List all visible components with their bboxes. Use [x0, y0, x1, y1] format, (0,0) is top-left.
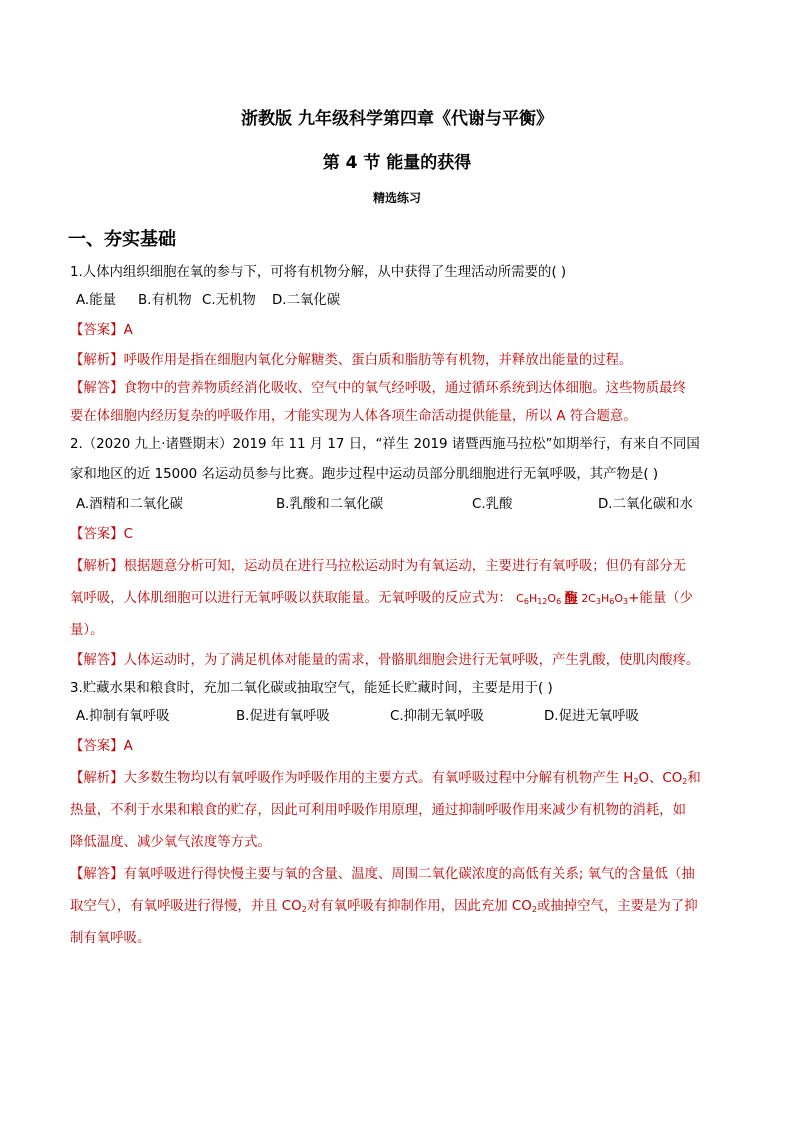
q2-analysis-line-2: [70, 583, 726, 615]
q2-option-c: C.乳酸: [472, 497, 513, 512]
q2-options: [70, 491, 726, 519]
q2-analysis-text-3: 量）。: [70, 623, 104, 638]
respiration-formula: $C_6H_{12}O_6$ 酶 $2C_3H_6O_3+$能量（少: [516, 591, 693, 606]
q1-answer: [70, 315, 726, 347]
q3-analysis-text-3: 降低温度、减少氧气浓度等方式。: [70, 835, 271, 850]
q2-analysis: [70, 551, 726, 583]
q2-solution-text: 人体运动时，为了满足机体对能量的需求，骨骼肌细胞会进行无氧呼吸，产生乳酸，使肌肉酸疼。: [123, 653, 700, 668]
q1-solution-text-1: 食物中的营养物质经消化吸收、空气中的氧气经呼吸，通过循环系统到达体细胞。这些物质最终: [123, 381, 686, 396]
q2-answer-value: C: [123, 527, 133, 542]
q2-analysis-tag: 【解析】: [70, 559, 124, 574]
q1-stem: 1.人体内组织细胞在氧的参与下，可将有机物分解，从中获得了生理活动所需要的( ): [70, 265, 567, 280]
q2-analysis-text-1: 根据题意分析可知，运动员在进行马拉松运动时为有氧运动，主要进行有氧呼吸；但仍有部分无: [123, 559, 686, 574]
q3-option-b: B.促进有氧呼吸: [236, 709, 330, 724]
q3-solution-text-2: 取空气），有氧呼吸进行得慢，并且 $CO_2$对有氧呼吸有抑制作用，因此充加 $CO_2$或抽掉空气，主要是为了抑: [70, 899, 698, 914]
q3-answer-tag: 【答案】: [70, 739, 124, 754]
q3-option-c: C.抑制无氧呼吸: [390, 709, 484, 724]
q2-solution: [70, 647, 726, 675]
q1-analysis-tag: 【解析】: [70, 353, 124, 368]
q3-solution-text-3: 制有氧呼吸。: [70, 931, 151, 946]
question-list: [70, 259, 726, 955]
q3-answer: [70, 731, 726, 763]
q3-analysis-text-1: 大多数生物均以有氧呼吸作为呼吸作用的主要方式。有氧呼吸过程中分解有机物产生 $H_2O$、$CO_2$和: [123, 771, 701, 786]
enzyme-arrow: 酶: [564, 591, 578, 606]
q3-options: [70, 703, 726, 731]
section-subtitle: 第 4 节 能量的获得: [322, 153, 472, 173]
q1-option-a: A.能量: [76, 293, 116, 308]
q2-stem-1: 2.（2020 九上·诸暨期末）2019 年 11 月 17 日，“祥生 2019 诸暨西施马拉松”如期举行，有来自不同国: [70, 437, 700, 452]
q2-answer-tag: 【答案】: [70, 527, 124, 542]
q1-analysis-text: 呼吸作用是指在细胞内氧化分解糖类、蛋白质和脂肪等有机物，并释放出能量的过程。: [123, 353, 633, 368]
q3-analysis-text-2: 热量，不利于水果和粮食的贮存，因此可利用呼吸作用原理，通过抑制呼吸作用来减少有机物的消耗，如: [70, 803, 686, 818]
q1-option-c: C.无机物: [202, 293, 256, 308]
q2-option-a: A.酒精和二氧化碳: [76, 497, 183, 512]
q2-option-b: B.乳酸和二氧化碳: [276, 497, 384, 512]
q1-solution-text-2: 要在体细胞内经历复杂的呼吸作用，才能实现为人体各项生命活动提供能量，所以 A 符合题意。: [70, 409, 637, 424]
q1-solution: [70, 375, 726, 403]
q1-answer-value: A: [123, 323, 133, 338]
q3-analysis: [70, 763, 726, 795]
q2-stem-2: 家和地区的近 15000 名运动员参与比赛。跑步过程中运动员部分肌细胞进行无氧呼吸，其产物是( ): [70, 467, 659, 482]
q1-answer-tag: 【答案】: [70, 323, 124, 338]
q1-analysis: [70, 347, 726, 375]
document-title: 浙教版 九年级科学第四章《代谢与平衡》: [241, 109, 553, 129]
q1-option-b: B.有机物: [138, 293, 192, 308]
q3-solution: [70, 859, 726, 891]
q3-option-d: D.促进无氧呼吸: [544, 709, 639, 724]
q3-answer-value: A: [123, 739, 133, 754]
q3-stem: 3.贮藏水果和粮食时，充加二氧化碳或抽取空气，能延长贮藏时间，主要是用于( ): [70, 681, 553, 696]
q2-analysis-text-2: 氧呼吸，人体肌细胞可以进行无氧呼吸以获取能量。无氧呼吸的反应式为：: [70, 591, 512, 606]
exercise-heading: 精选练习: [372, 191, 421, 205]
q1-option-d: D.二氧化碳: [272, 293, 341, 308]
q3-solution-text-1: 有氧呼吸进行得快慢主要与氧的含量、温度、周围二氧化碳浓度的高低有关系; 氧气的含量低（抽: [123, 867, 695, 882]
q2-option-d: D.二氧化碳和水: [598, 497, 693, 512]
q2-solution-tag: 【解答】: [70, 653, 124, 668]
q2-answer: [70, 519, 726, 551]
q1-solution-tag: 【解答】: [70, 381, 124, 396]
part-heading: 一、夯实基础: [68, 229, 176, 250]
q3-option-a: A.抑制有氧呼吸: [76, 709, 170, 724]
q3-analysis-tag: 【解析】: [70, 771, 124, 786]
q1-options: [70, 287, 726, 315]
q3-solution-tag: 【解答】: [70, 867, 124, 882]
